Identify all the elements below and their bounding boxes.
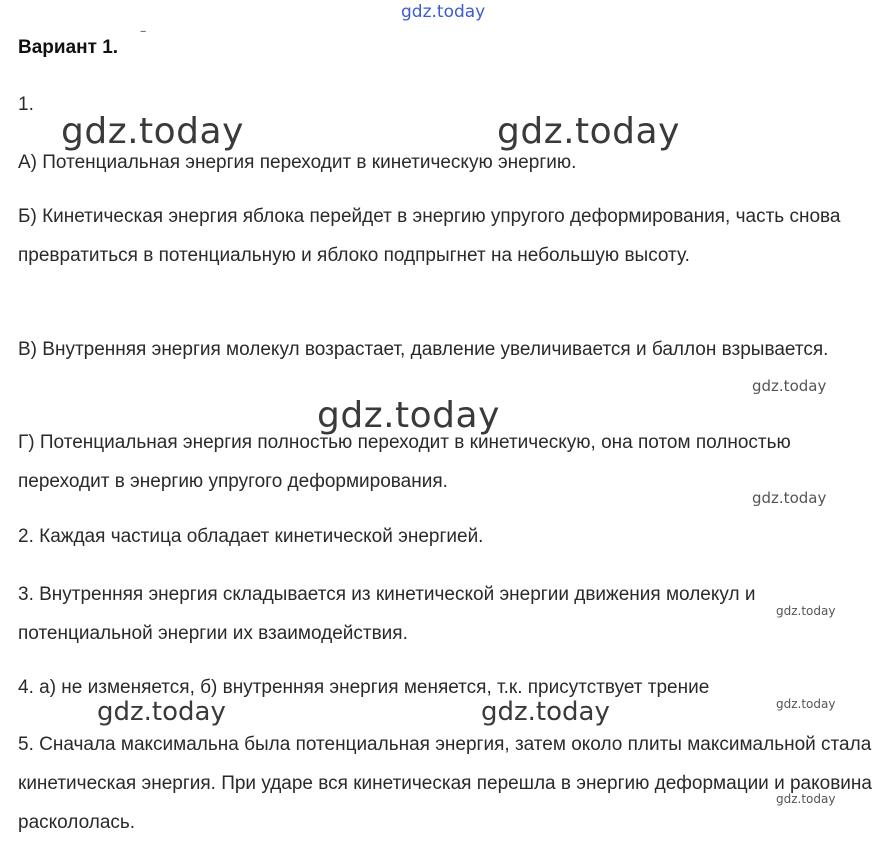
answer-a: А) Потенциальная энергия переходит в кинетическую энергию.: [18, 152, 577, 173]
answer-v: В) Внутренняя энергия молекул возрастает, давление увеличивается и баллон взрывается.: [18, 339, 829, 360]
watermark-medium: gdz.today: [481, 697, 610, 727]
question-1-number: 1.: [18, 94, 34, 115]
question-5: 5. Сначала максимальна была потенциальная энергия, затем около плиты максимальной стала кинетическая энергия. При ударе вся кинетическая перешла в энергию деформации и раковина раскололась.: [18, 734, 872, 833]
answer-b: Б) Кинетическая энергия яблока перейдет в энергию упругого деформирования, часть снова превратиться в потенциальную и яблоко подпрыгнет на небольшую высоту.: [18, 206, 841, 266]
question-3: 3. Внутренняя энергия складывается из кинетической энергии движения молекул и потенциальной энергии их взаимодействия.: [18, 584, 756, 644]
watermark-large: gdz.today: [497, 111, 680, 152]
watermark-small: gdz.today: [752, 377, 827, 395]
watermark-small: gdz.today: [752, 489, 827, 507]
watermark-small: gdz.today: [776, 697, 836, 711]
watermark-large: gdz.today: [317, 395, 500, 436]
watermark-top: gdz.today: [401, 2, 486, 22]
answer-g: Г) Потенциальная энергия полностью переходит в кинетическую, она потом полностью переходит в энергию упругого деформирования.: [18, 432, 791, 492]
watermark-medium: gdz.today: [97, 697, 226, 727]
page-title: Вариант 1.: [18, 37, 119, 58]
title-mark: ‾: [141, 29, 146, 44]
question-2: 2. Каждая частица обладает кинетической энергией.: [18, 526, 484, 547]
watermark-large: gdz.today: [61, 111, 244, 152]
watermark-small: gdz.today: [776, 792, 836, 806]
watermark-small: gdz.today: [776, 604, 836, 618]
question-4: 4. а) не изменяется, б) внутренняя энергия меняется, т.к. присутствует трение: [18, 677, 710, 698]
